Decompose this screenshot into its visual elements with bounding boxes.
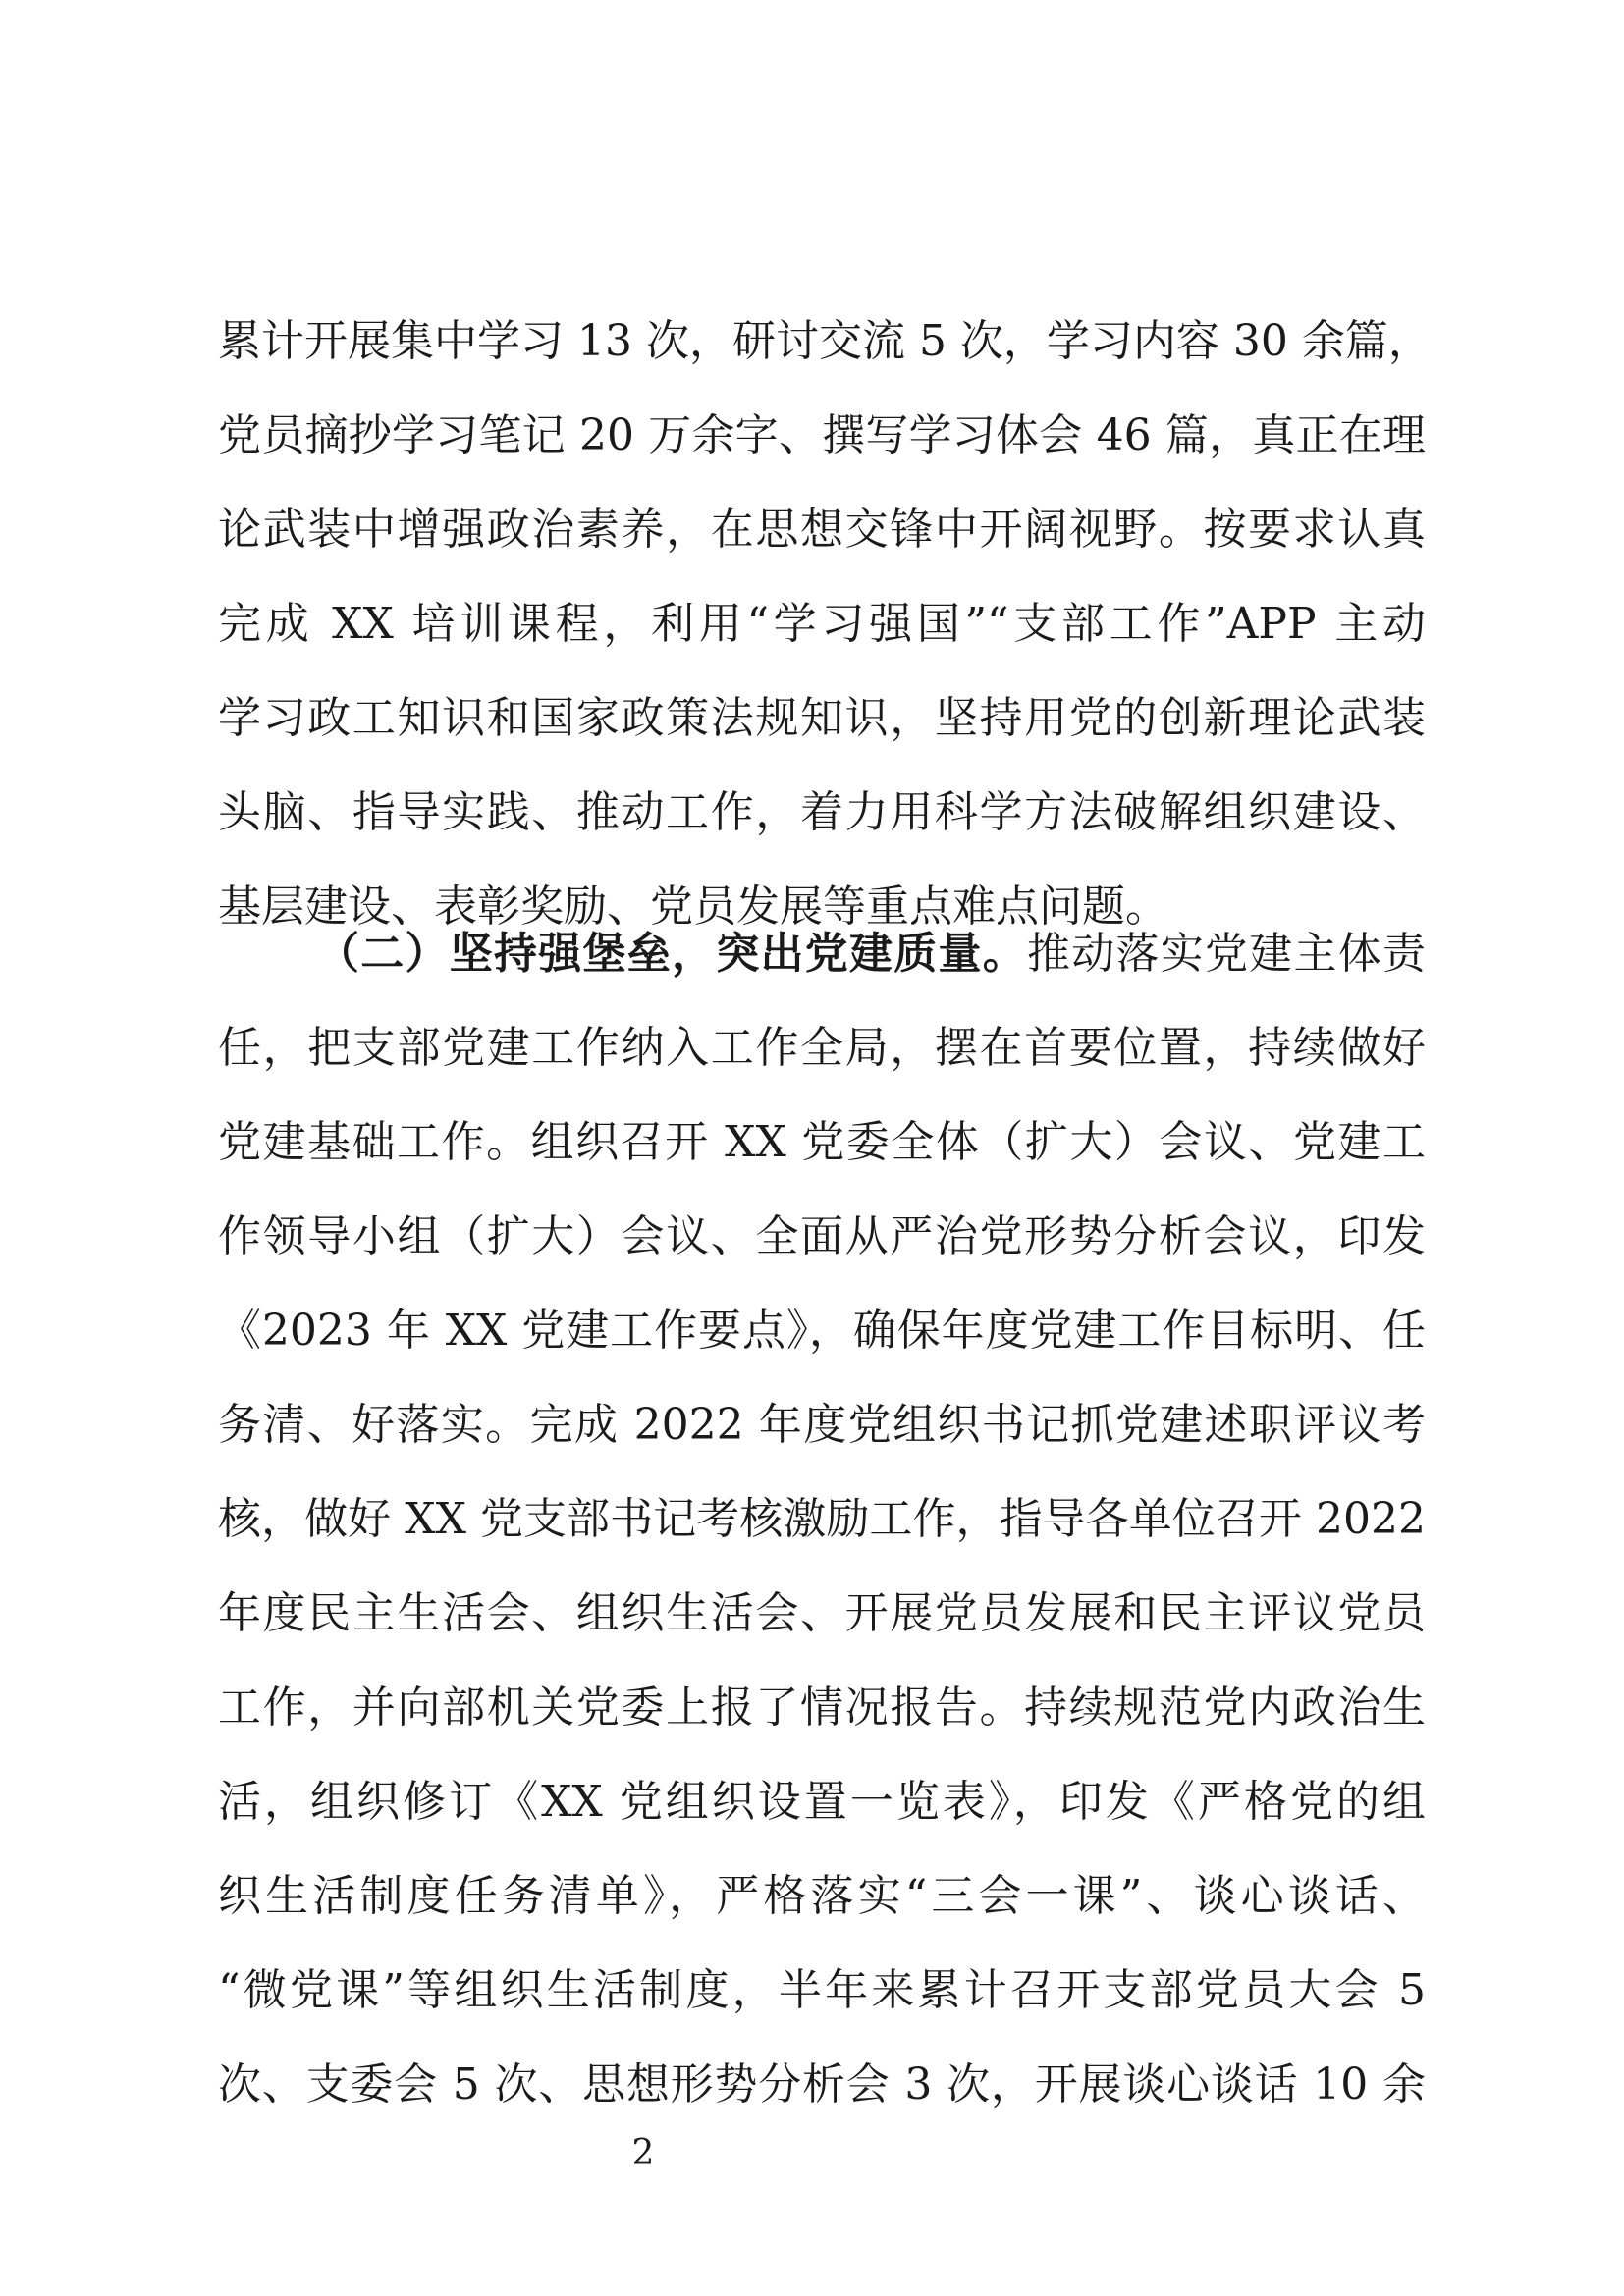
paragraph-line: 头脑、指导实践、推动工作，着力用科学方法破解组织建设、 — [218, 787, 1426, 837]
paragraph-line: 论武装中增强政治素养，在思想交锋中开阔视野。按要求认真 — [218, 505, 1426, 555]
paragraph-line: 次、支委会 5 次、思想形势分析会 3 次，开展谈心谈话 10 余 — [218, 2059, 1426, 2109]
paragraph-line: 基层建设、表彰奖励、党员发展等重点难点问题。 — [218, 881, 1168, 932]
paragraph-line: 党员摘抄学习笔记 20 万余字、撰写学习体会 46 篇，真正在理 — [218, 410, 1426, 460]
paragraph-line: 核，做好 XX 党支部书记考核激励工作，指导各单位召开 2022 — [218, 1494, 1426, 1544]
page-number: 2 — [631, 2133, 655, 2173]
paragraph-line: “微党课”等组织生活制度，半年来累计召开支部党员大会 5 — [218, 1965, 1426, 2015]
section-heading-line — [316, 915, 1426, 993]
paragraph-line: 务清、好落实。完成 2022 年度党组织书记抓党建述职评议考 — [218, 1400, 1426, 1450]
paragraph-line: 织生活制度任务清单》，严格落实“三会一课”、谈心谈话、 — [218, 1871, 1426, 1921]
heading-line-rest: 推动落实党建主体责 — [1027, 929, 1426, 979]
paragraph-line: 党建基础工作。组织召开 XX 党委全体（扩大）会议、党建工 — [218, 1117, 1426, 1167]
paragraph-line: 完成 XX 培训课程，利用“学习强国”“支部工作”APP 主动 — [218, 599, 1426, 649]
paragraph-line: 任，把支部党建工作纳入工作全局，摆在首要位置，持续做好 — [218, 1023, 1426, 1073]
paragraph-line: 累计开展集中学习 13 次，研讨交流 5 次，学习内容 30 余篇， — [218, 316, 1432, 366]
paragraph-line: 工作，并向部机关党委上报了情况报告。持续规范党内政治生 — [218, 1682, 1426, 1733]
paragraph-line: 作领导小组（扩大）会议、全面从严治党形势分析会议，印发 — [218, 1211, 1426, 1261]
paragraph-line: 学习政工知识和国家政策法规知识，坚持用党的创新理论武装 — [218, 693, 1426, 743]
paragraph-line: 《2023 年 XX 党建工作要点》，确保年度党建工作目标明、任 — [218, 1306, 1426, 1356]
section-heading: （二）坚持强堡垒，突出党建质量。 — [316, 929, 1027, 979]
paragraph-line: 活，组织修订《XX 党组织设置一览表》，印发《严格党的组 — [218, 1777, 1426, 1827]
paragraph-line: 年度民主生活会、组织生活会、开展党员发展和民主评议党员 — [218, 1588, 1426, 1638]
